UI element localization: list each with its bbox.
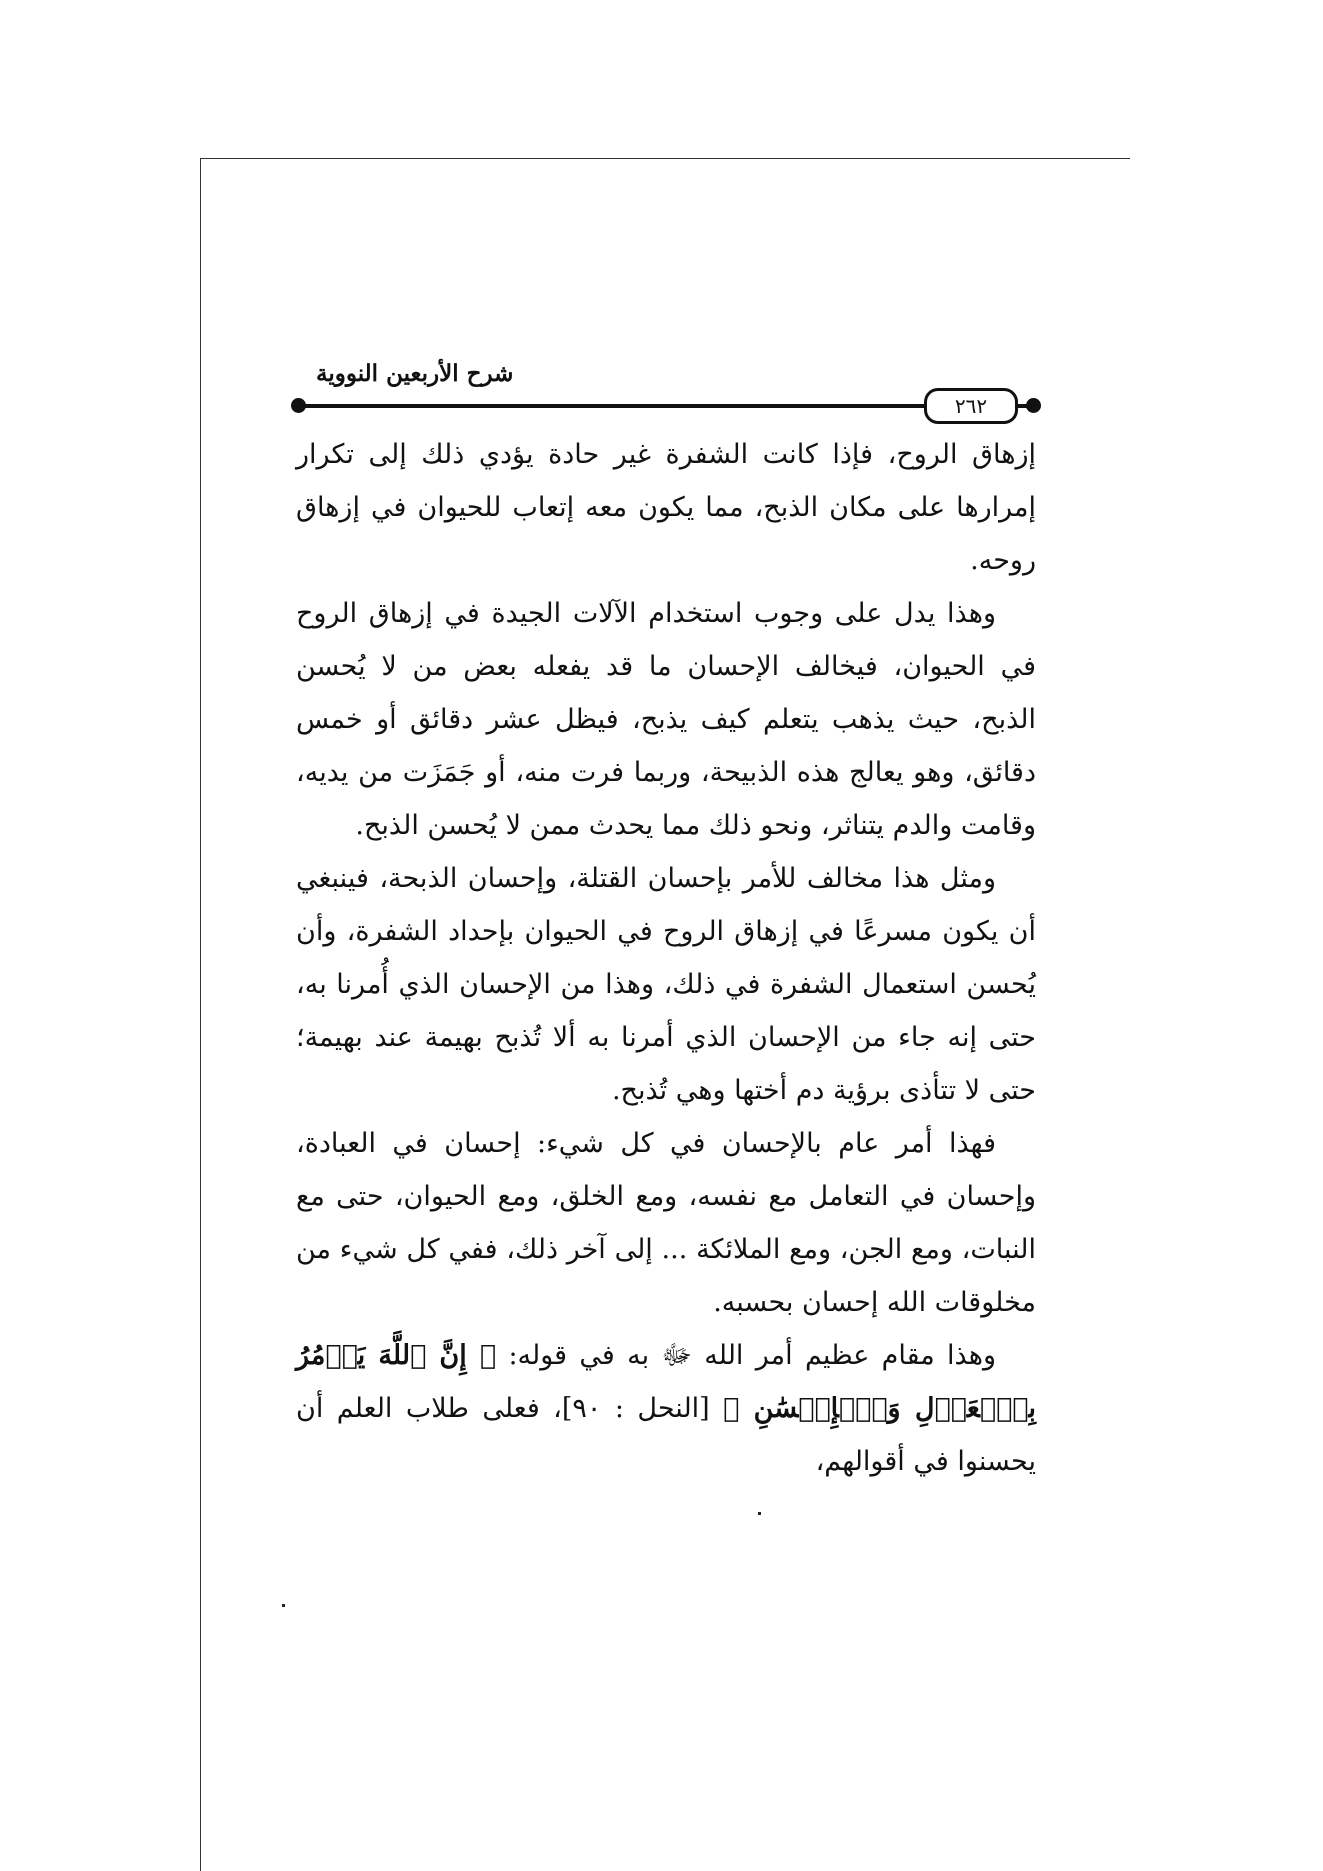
paragraph-5-intro: وهذا مقام عظيم أمر الله ﷻ به في قوله: <box>496 1340 997 1371</box>
scan-speck <box>282 1604 285 1607</box>
body-text <box>296 428 1036 1488</box>
rule-end-dot-left <box>291 398 306 413</box>
scan-speck <box>758 1512 761 1515</box>
paragraph-2: وهذا يدل على وجوب استخدام الآلات الجيدة في إزهاق الروح في الحيوان، فيخالف الإحسان ما قد يفعله بعض من لا يُحسن الذبح، حيث يذهب يتعلم كيف يذبح، فيظل عشر دقائق أو خمس دقائق، وهو يعالج هذه الذبيحة، وربما فرت منه، أو جَمَزَت من يديه، وقامت والدم يتناثر، ونحو ذلك مما يحدث ممن لا يُحسن الذبح. <box>296 598 1036 841</box>
paragraph-5 <box>296 1329 1036 1488</box>
running-header <box>296 360 1036 420</box>
book-title: شرح الأربعين النووية <box>316 360 514 387</box>
paragraph-3: ومثل هذا مخالف للأمر بإحسان القتلة، وإحسان الذبحة، فينبغي أن يكون مسرعًا في إزهاق الروح في الحيوان بإحداد الشفرة، وأن يُحسن استعمال الشفرة في ذلك، وهذا من الإحسان الذي أُمرنا به، حتى إنه جاء من الإحسان الذي أمرنا به ألا تُذبح بهيمة عند بهيمة؛ حتى لا تتأذى برؤية دم أختها وهي تُذبح. <box>296 863 1036 1106</box>
page-number: ٢٦٢ <box>924 388 1018 424</box>
paragraph-1: إزهاق الروح، فإذا كانت الشفرة غير حادة يؤدي ذلك إلى تكرار إمرارها على مكان الذبح، مما يكون معه إتعاب للحيوان في إزهاق روحه. <box>296 439 1036 576</box>
crop-line-left <box>200 158 201 1871</box>
rule-end-dot-right <box>1026 398 1041 413</box>
quran-verse: ﴿ إِنَّ ٱللَّهَ يَأۡمُرُ بِٱلۡعَدۡلِ وَٱلۡإِحۡسَٰنِ ﴾ <box>296 1340 1036 1424</box>
paragraph-4: فهذا أمر عام بالإحسان في كل شيء: إحسان في العبادة، وإحسان في التعامل مع نفسه، ومع الخلق، ومع الحيوان، حتى مع النبات، ومع الجن، ومع الملائكة ... إلى آخر ذلك، ففي كل شيء من مخلوقات الله إحسان بحسبه. <box>296 1128 1036 1318</box>
paragraph-5-citation: [النحل : ٩٠]، فعلى طلاب العلم أن يحسنوا في أقوالهم، <box>296 1393 1036 1477</box>
crop-line-top <box>200 158 1130 159</box>
